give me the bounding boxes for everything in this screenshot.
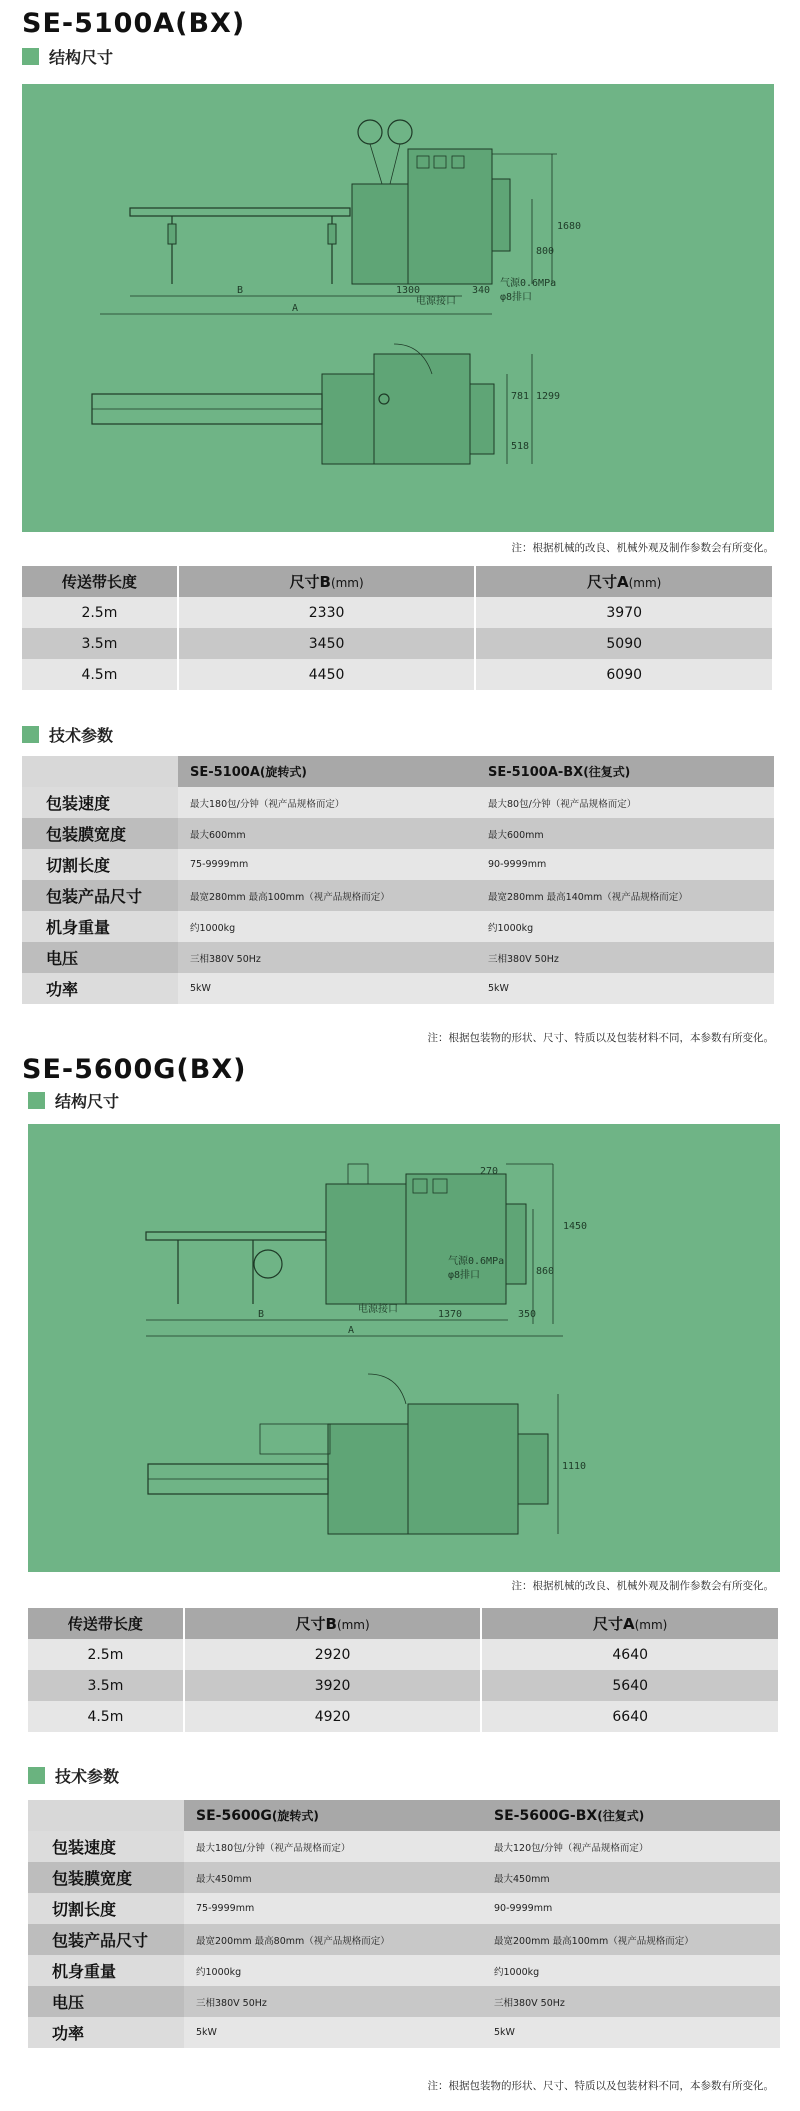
table-row: 功率 5kW 5kW (28, 2017, 780, 2048)
table-row: 电压 三相380V 50Hz 三相380V 50Hz (22, 942, 774, 973)
spec-col-rotary: SE-5100A(旋转式) (178, 756, 476, 787)
header-size-b: 尺寸B(mm) (178, 566, 476, 597)
model-suffix: (BX) (175, 8, 246, 39)
green-square-icon (28, 1092, 45, 1109)
dim-a: A (348, 1325, 355, 1336)
table-row: 4.5m 4450 6090 (22, 659, 773, 690)
plan-body-main (408, 1404, 518, 1534)
table-row: 包装产品尺寸 最宽280mm 最高100mm（视产品规格而定） 最宽280mm 最高140mm（视产品规格而定） (22, 880, 774, 911)
model-suffix: (BX) (176, 1054, 247, 1085)
dim-518: 518 (511, 441, 530, 452)
table-row: 3.5m 3920 5640 (28, 1670, 779, 1701)
table-row: 包装产品尺寸 最宽200mm 最高80mm（视产品规格而定） 最宽200mm 最高100mm（视产品规格而定） (28, 1924, 780, 1955)
drawing-panel-se5600g (28, 1124, 780, 1572)
spec-heading (22, 723, 113, 746)
model-title-se5600g (22, 1054, 246, 1085)
machine-drawing-se5100a (22, 84, 774, 532)
table-row: 机身重量 约1000kg 约1000kg (22, 911, 774, 942)
structure-label: 结构尺寸 (49, 48, 114, 67)
model-name: SE-5600G (22, 1054, 177, 1085)
dim-1370: 1370 (438, 1309, 463, 1320)
dim-height-860: 860 (536, 1266, 555, 1277)
header-size-b: 尺寸B(mm) (184, 1608, 482, 1639)
machine-note: 注：根据机械的改良、机械外观及制作参数会有所变化。 (511, 1580, 774, 1592)
dim-781: 781 (511, 391, 530, 402)
machine-body-main (406, 1174, 506, 1304)
table-row: 机身重量 约1000kg 约1000kg (28, 1955, 780, 1986)
model-title-se5100a (22, 8, 245, 39)
dim-1300: 1300 (396, 285, 421, 296)
spec-table-se5100a (22, 756, 774, 1004)
table-row: 电压 三相380V 50Hz 三相380V 50Hz (28, 1986, 780, 2017)
air-source-label: 气源0.6MPa (500, 278, 557, 289)
drawing-panel-se5100a (22, 84, 774, 532)
table-row: 2.5m 2920 4640 (28, 1639, 779, 1670)
dim-1110: 1110 (562, 1461, 587, 1472)
structure-heading (28, 1089, 119, 1112)
dim-height-1680: 1680 (557, 221, 582, 232)
machine-drawing-se5600g (28, 1124, 780, 1572)
film-roll-right (388, 120, 412, 144)
header-size-a: 尺寸A(mm) (475, 566, 773, 597)
green-square-icon (22, 48, 39, 65)
film-roll (254, 1250, 282, 1278)
plan-body-main (374, 354, 470, 464)
dimension-table-se5100a (22, 566, 774, 690)
table-row: 4.5m 4920 6640 (28, 1701, 779, 1732)
table-row: 包装膜宽度 最大600mm 最大600mm (22, 818, 774, 849)
spec-col-reciprocating: SE-5600G-BX(往复式) (482, 1800, 780, 1831)
spec-label: 技术参数 (49, 726, 114, 745)
dim-b: B (237, 285, 244, 296)
header-size-a: 尺寸A(mm) (481, 1608, 779, 1639)
spec-col-reciprocating: SE-5100A-BX(往复式) (476, 756, 774, 787)
dim-270: 270 (480, 1166, 499, 1177)
plan-body-left (328, 1424, 408, 1534)
header-belt-length: 传送带长度 (28, 1608, 184, 1639)
dim-1299: 1299 (536, 391, 561, 402)
dim-a: A (292, 303, 299, 314)
structure-heading (22, 45, 113, 68)
power-label: 电源接口 (358, 1304, 398, 1315)
spec-note: 注：根据包装物的形状、尺寸、特质以及包装材料不同，本参数有所变化。 (427, 1032, 774, 1044)
table-row: 功率 5kW 5kW (22, 973, 774, 1004)
dim-340: 340 (472, 285, 491, 296)
dim-height-1450: 1450 (563, 1221, 588, 1232)
machine-body-left (352, 184, 408, 284)
machine-body-main (408, 149, 492, 284)
spec-heading (28, 1764, 119, 1787)
table-row: 包装速度 最大180包/分钟（视产品规格而定） 最大80包/分钟（视产品规格而定） (22, 787, 774, 818)
spec-label: 技术参数 (55, 1767, 120, 1786)
outlet-label: φ8排口 (448, 1270, 481, 1281)
outlet-label: φ8排口 (500, 292, 533, 303)
green-square-icon (22, 726, 39, 743)
spec-col-rotary: SE-5600G(旋转式) (184, 1800, 482, 1831)
green-square-icon (28, 1767, 45, 1784)
conveyor-bed (130, 208, 350, 216)
spec-note: 注：根据包装物的形状、尺寸、特质以及包装材料不同，本参数有所变化。 (427, 2080, 774, 2092)
table-row: 2.5m 2330 3970 (22, 597, 773, 628)
model-name: SE-5100A (22, 8, 176, 39)
table-row: 切割长度 75-9999mm 90-9999mm (22, 849, 774, 880)
dim-350: 350 (518, 1309, 537, 1320)
film-roll-left (358, 120, 382, 144)
table-row: 3.5m 3450 5090 (22, 628, 773, 659)
table-row: 包装膜宽度 最大450mm 最大450mm (28, 1862, 780, 1893)
plan-body-left (322, 374, 374, 464)
dimension-table-se5600g (28, 1608, 780, 1732)
table-row: 包装速度 最大180包/分钟（视产品规格而定） 最大120包/分钟（视产品规格而定） (28, 1831, 780, 1862)
machine-note: 注：根据机械的改良、机械外观及制作参数会有所变化。 (511, 542, 774, 554)
power-label: 电源接口 (416, 296, 456, 307)
air-source-label: 气源0.6MPa (448, 1256, 505, 1267)
spec-table-se5600g (28, 1800, 780, 2048)
machine-body-left (326, 1184, 406, 1304)
dim-b: B (258, 1309, 265, 1320)
structure-label: 结构尺寸 (55, 1092, 120, 1111)
table-row: 切割长度 75-9999mm 90-9999mm (28, 1893, 780, 1924)
header-belt-length: 传送带长度 (22, 566, 178, 597)
dim-height-800: 800 (536, 246, 555, 257)
